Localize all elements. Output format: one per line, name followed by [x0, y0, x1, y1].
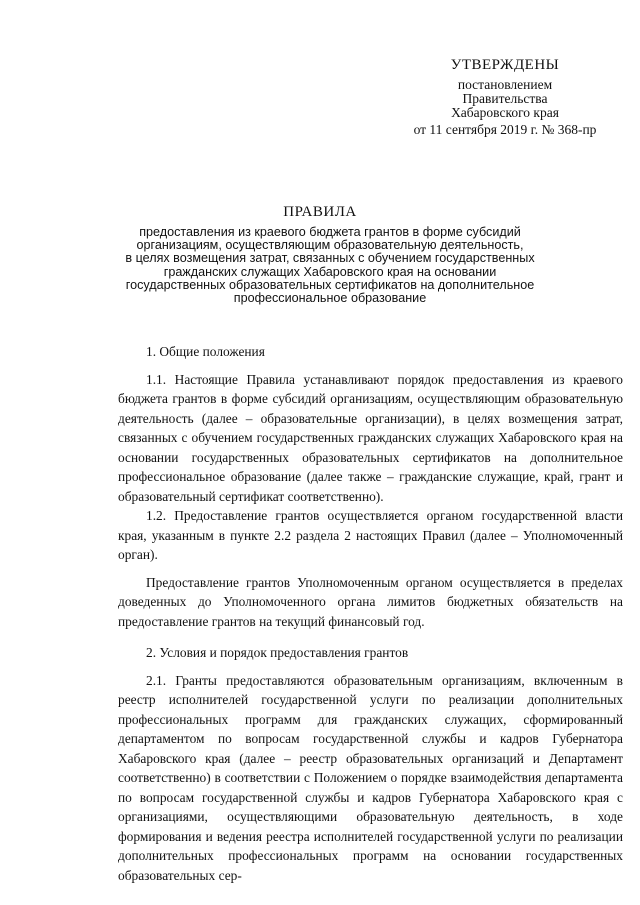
approval-block	[390, 58, 620, 137]
document-subtitle	[120, 226, 540, 305]
section-heading: 1. Общие положения	[146, 344, 265, 359]
section-heading: 2. Условия и порядок предоставления грантов	[146, 645, 409, 660]
document-title: ПРАВИЛА	[283, 204, 357, 220]
subtitle-line: в целях возмещения затрат, связанных с обучением государственных	[125, 251, 535, 266]
approval-heading: УТВЕРЖДЕНЫ	[450, 57, 560, 73]
subtitle-line: организациям, осуществляющим образовательную деятельность,	[136, 238, 524, 253]
subtitle-line: гражданских служащих Хабаровского края на основании	[163, 264, 497, 279]
subtitle-line: предоставления из краевого бюджета грантов в форме субсидий	[139, 225, 521, 239]
paragraph: Предоставление грантов Уполномоченным органом осуществляется в пределах доведенных до Уполномоченного органа лимитов бюджетных обязательств на предоставление грантов на текущий финансовый год.	[118, 574, 623, 629]
paragraph: 1.2. Предоставление грантов осуществляется органом государственной власти края, указанным в пункте 2.2 раздела 2 настоящих Правил (далее – Уполномоченный орган).	[118, 508, 623, 562]
approval-line: Хабаровского края	[451, 105, 559, 120]
approval-line: Правительства	[462, 91, 548, 106]
paragraph: 1.1. Настоящие Правила устанавливают порядок предоставления из краевого бюджета грантов в форме субсидий организациям, осуществляющим образовательную деятельность (далее – образовательные организации), в целях возмещения затрат, связанных с обучением государственных гражданских служащих Хабаровского края на основании государственных образовательных сертификатов на дополнительное профессиональное образование (далее также – гражданские служащие, край, грант и образовательный сертификат соответственно).	[118, 371, 623, 504]
approval-line: постановлением	[457, 77, 553, 92]
document-body	[118, 342, 623, 885]
approval-date: от 11 сентября 2019 г. № 368-пр	[413, 122, 597, 137]
subtitle-line: профессиональное образование	[233, 291, 427, 306]
paragraph: 2.1. Гранты предоставляются образовательным организациям, включенным в реестр исполнителей государственной услуги по реализации дополнительных профессиональных программ для гражданских служащих, сформированный департаментом по вопросам государственной службы и кадров Губернатора Хабаровского края (далее – реестр образовательных организаций и Департамент соответственно) в соответствии с Положением о порядке взаимодействия департамента по вопросам государственной службы и кадров Губернатора Хабаровского края с организациями, осуществляющими образовательную деятельность, в ходе формирования и ведения реестра исполнителей государственной услуги по реализации дополнительных профессиональных программ на основании государственных образовательных сер-	[118, 672, 623, 883]
subtitle-line: государственных образовательных сертификатов на дополнительное	[125, 277, 535, 292]
